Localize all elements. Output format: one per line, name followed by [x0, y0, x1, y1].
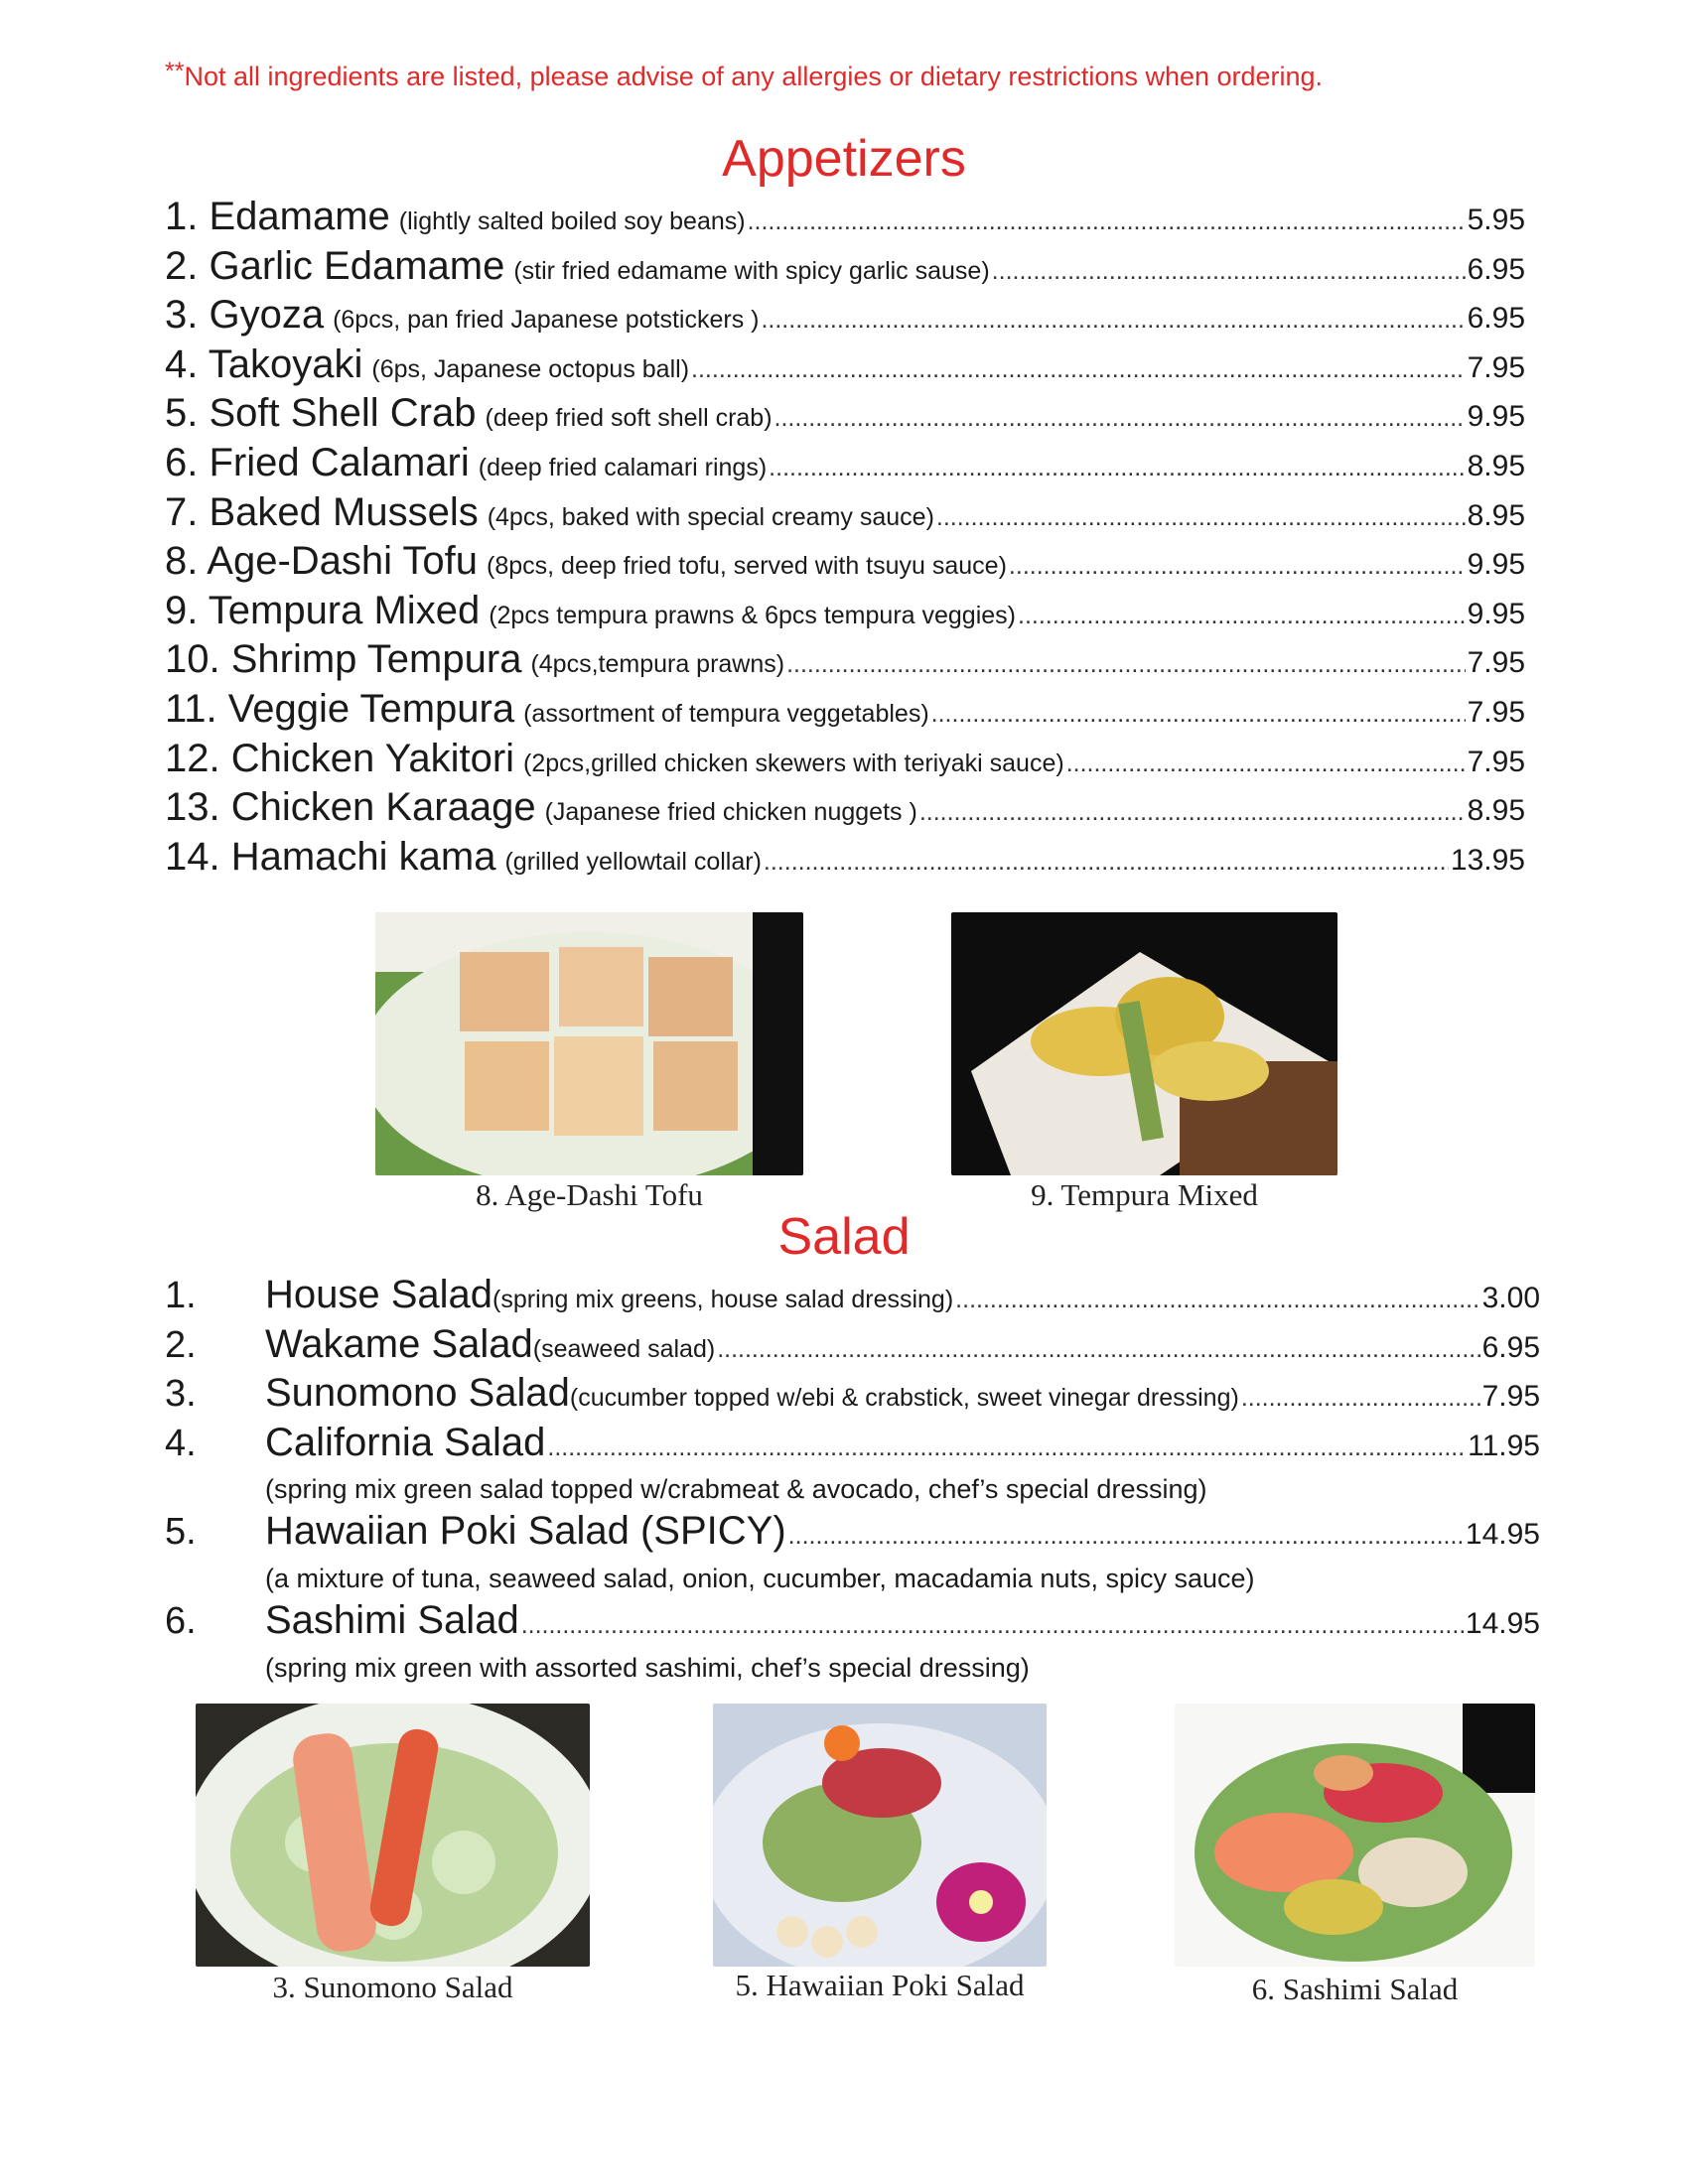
- item-description: (deep fried soft shell crab): [485, 404, 773, 433]
- menu-item: [165, 391, 1525, 441]
- photo-caption: 3. Sunomono Salad: [272, 1970, 513, 2004]
- item-price: 6.95: [1467, 252, 1525, 286]
- appetizers-list: [165, 195, 1525, 884]
- photo-caption: 9. Tempura Mixed: [1031, 1177, 1258, 1212]
- item-name: 2. Garlic Edamame: [165, 243, 505, 288]
- item-price: 5.95: [1467, 204, 1525, 236]
- item-name: 4. Takoyaki: [165, 341, 363, 386]
- item-price: 7.95: [1467, 350, 1525, 384]
- item-name: 5. Soft Shell Crab: [165, 391, 477, 436]
- item-description: (Japanese fried chicken nuggets ): [544, 798, 917, 827]
- item-name: 14. Hamachi kama: [165, 834, 496, 879]
- dot-leader: [764, 848, 1449, 877]
- menu-item: [165, 539, 1525, 589]
- dot-leader: [547, 1433, 1466, 1462]
- item-name: 6. Fried Calamari: [165, 440, 470, 484]
- salad-list: [165, 1273, 1540, 1688]
- item-name: 3. Gyoza: [165, 293, 325, 338]
- menu-item: [165, 1421, 1540, 1510]
- item-description: (spring mix green with assorted sashimi, chef’s special dressing): [265, 1652, 1030, 1683]
- menu-item: [165, 589, 1525, 638]
- item-price: 9.95: [1467, 400, 1525, 434]
- item-price: 7.95: [1481, 1380, 1540, 1414]
- dot-leader: [1066, 750, 1466, 778]
- item-description: (4pcs, baked with special creamy sauce): [487, 502, 934, 531]
- item-number: 2.: [165, 1323, 197, 1366]
- item-description: (8pcs, deep fried tofu, served with tsuyu sauce): [487, 552, 1007, 581]
- item-description: (cucumber topped w/ebi & crabstick, sweet vinegar dressing): [569, 1384, 1239, 1413]
- dot-leader: [955, 1286, 1479, 1314]
- item-description: (assortment of tempura veggetables): [523, 699, 929, 728]
- item-name: 1. Edamame: [165, 195, 390, 238]
- item-name: Wakame Salad: [265, 1321, 533, 1366]
- item-name: California Salad: [265, 1420, 546, 1464]
- item-price: 6.95: [1467, 302, 1525, 336]
- allergy-notice: [165, 58, 1555, 92]
- item-price: 11.95: [1468, 1429, 1540, 1462]
- item-description: (spring mix green salad topped w/crabmeat & avocado, chef’s special dressing): [265, 1474, 1207, 1505]
- item-description: (6pcs, pan fried Japanese potstickers ): [333, 306, 760, 335]
- dot-leader: [788, 1522, 1464, 1551]
- menu-item: [165, 835, 1525, 885]
- dot-leader: [769, 454, 1465, 482]
- item-description: (grilled yellowtail collar): [504, 847, 762, 876]
- item-name: 12. Chicken Yakitori: [165, 736, 515, 780]
- item-price: 7.95: [1467, 745, 1525, 778]
- dot-leader: [919, 798, 1466, 827]
- item-name: 8. Age-Dashi Tofu: [165, 539, 479, 584]
- item-description: (2pcs,grilled chicken skewers with teriyaki sauce): [523, 749, 1064, 777]
- menu-item: [165, 195, 1525, 244]
- notice-stars: **: [165, 58, 185, 85]
- menu-item: [165, 687, 1525, 737]
- menu-item: [165, 342, 1525, 392]
- salad-heading: Salad: [777, 1208, 911, 1266]
- item-number: 6.: [165, 1599, 197, 1642]
- item-name: Hawaiian Poki Salad (SPICY): [265, 1509, 786, 1554]
- photo-caption: 5. Hawaiian Poki Salad: [735, 1968, 1025, 2002]
- item-price: 6.95: [1481, 1330, 1540, 1364]
- item-description: (spring mix greens, house salad dressing): [492, 1286, 954, 1313]
- tempura-mixed-photo: [951, 912, 1337, 1175]
- item-name: 9. Tempura Mixed: [165, 588, 481, 632]
- item-price: 8.95: [1467, 794, 1525, 828]
- item-price: 8.95: [1467, 498, 1525, 532]
- dot-leader: [931, 700, 1466, 729]
- menu-item: [165, 785, 1525, 835]
- item-number: 5.: [165, 1511, 197, 1554]
- item-name: Sashimi Salad: [265, 1597, 519, 1642]
- item-price: 8.95: [1467, 449, 1525, 482]
- item-number: 3.: [165, 1373, 197, 1416]
- item-number: 1.: [165, 1275, 197, 1316]
- notice-text: Not all ingredients are listed, please advise of any allergies or dietary restrictions when ordering.: [184, 62, 1324, 91]
- menu-item: [165, 1509, 1540, 1598]
- item-name: Sunomono Salad: [265, 1371, 570, 1416]
- dot-leader: [1241, 1384, 1480, 1413]
- menu-item: [165, 244, 1525, 294]
- dot-leader: [691, 355, 1466, 384]
- photo-caption: 8. Age-Dashi Tofu: [476, 1177, 703, 1212]
- menu-item: [165, 293, 1525, 342]
- dot-leader: [761, 306, 1465, 335]
- menu-item: [165, 490, 1525, 540]
- item-price: 7.95: [1467, 695, 1525, 729]
- dot-leader: [521, 1611, 1464, 1640]
- item-description: (lightly salted boiled soy beans): [398, 207, 746, 235]
- item-description: (4pcs,tempura prawns): [530, 650, 785, 679]
- item-description: (a mixture of tuna, seaweed salad, onion, cucumber, macadamia nuts, spicy sauce): [265, 1563, 1255, 1593]
- dot-leader: [1018, 602, 1466, 630]
- sunomono-salad-photo: [196, 1704, 590, 1967]
- item-price: 14.95: [1465, 1518, 1540, 1552]
- item-name: House Salad: [265, 1273, 493, 1316]
- item-price: 9.95: [1467, 548, 1525, 582]
- item-description: (stir fried edamame with spicy garlic sause): [513, 256, 990, 285]
- photo-caption: 6. Sashimi Salad: [1251, 1972, 1459, 2006]
- menu-item: [165, 637, 1525, 687]
- item-name: 11. Veggie Tempura: [165, 686, 515, 731]
- sashimi-salad-photo: [1175, 1704, 1535, 1967]
- item-price: 7.95: [1467, 646, 1525, 680]
- menu-item: [165, 1598, 1540, 1688]
- appetizers-heading: Appetizers: [722, 130, 966, 188]
- dot-leader: [717, 1335, 1479, 1364]
- age-dashi-tofu-photo: [375, 912, 803, 1175]
- menu-item: [165, 1273, 1540, 1322]
- item-price: 13.95: [1450, 843, 1525, 877]
- item-name: 13. Chicken Karaage: [165, 785, 536, 830]
- item-description: (6ps, Japanese octopus ball): [371, 354, 690, 383]
- item-description: (2pcs tempura prawns & 6pcs tempura veggies): [489, 601, 1016, 629]
- menu-item: [165, 1322, 1540, 1372]
- item-description: (seaweed salad): [532, 1334, 716, 1363]
- item-price: 3.00: [1481, 1282, 1540, 1314]
- item-name: 10. Shrimp Tempura: [165, 637, 522, 682]
- dot-leader: [774, 404, 1466, 433]
- item-price: 9.95: [1467, 597, 1525, 630]
- menu-item: [165, 441, 1525, 490]
- dot-leader: [1009, 552, 1466, 581]
- item-name: 7. Baked Mussels: [165, 489, 479, 534]
- hawaiian-poki-salad-photo: [713, 1704, 1047, 1967]
- item-number: 4.: [165, 1422, 197, 1464]
- dot-leader: [936, 503, 1466, 532]
- menu-item: [165, 1371, 1540, 1421]
- item-description: (deep fried calamari rings): [478, 453, 768, 481]
- item-price: 14.95: [1465, 1606, 1540, 1640]
- menu-item: [165, 737, 1525, 786]
- dot-leader: [786, 650, 1466, 679]
- dot-leader: [992, 257, 1466, 286]
- dot-leader: [748, 207, 1466, 236]
